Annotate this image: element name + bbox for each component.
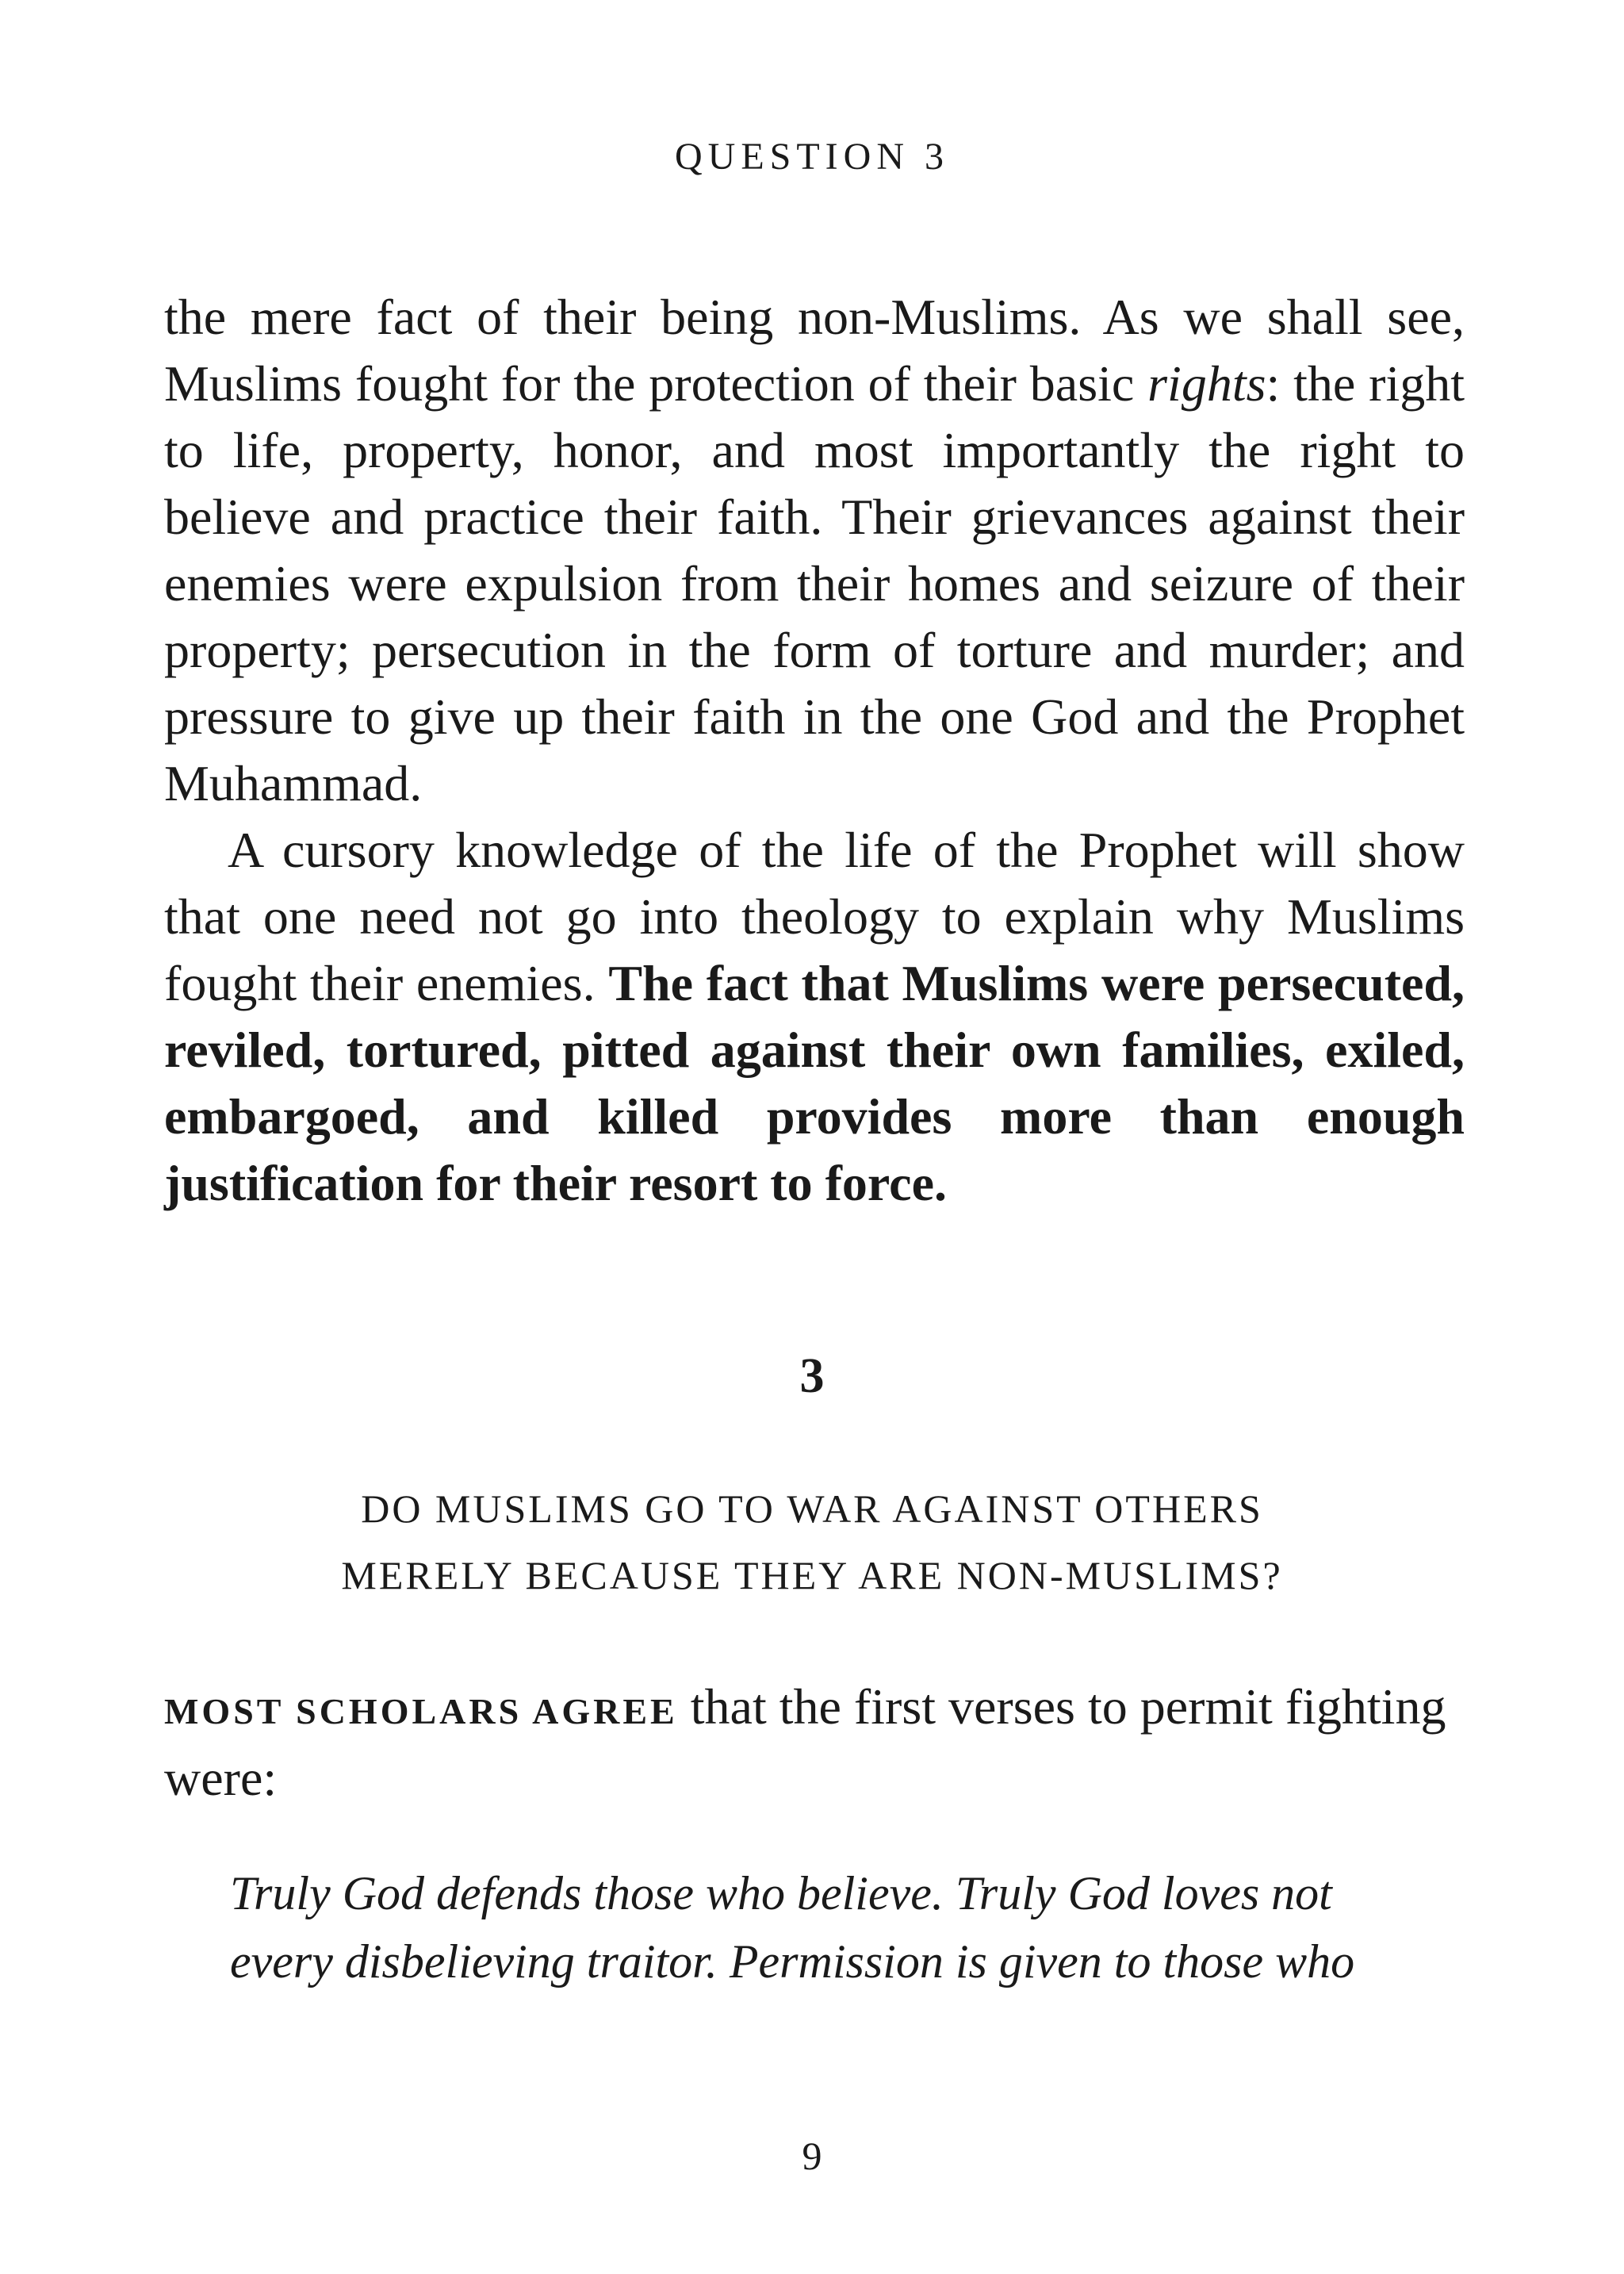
- paragraph-2-text: A cursory knowledge of the life of the Prophet will show that one need not go into theology to explain why Muslims fought their enemies.: [164, 822, 1465, 1011]
- paragraph-3-text: that the first verses to permit fighting were:: [164, 1678, 1446, 1806]
- section-title: [0, 1475, 1624, 1609]
- paragraph-1-italic: rights: [1147, 355, 1266, 412]
- paragraph-1-text-continued: : the right to life, property, honor, and most importantly the right to believe and practice their faith. Their grievances against their enemies were expulsion from their homes and seizure of their property; persecution in the form of torture and murder; and pressure to give up their faith in the one God and the Prophet Muhammad.: [164, 355, 1465, 811]
- section-title-line-2: MERELY BECAUSE THEY ARE NON-MUSLIMS?: [341, 1553, 1283, 1597]
- quote-line-2: every disbelieving traitor. Permission is given to those who: [230, 1935, 1355, 1988]
- paragraph-1-text: the mere fact of their being non-Muslims. As we shall see, Muslims fought for the protection of their basic: [164, 289, 1465, 412]
- quran-quote: [230, 1859, 1404, 1996]
- quote-line-1: Truly God defends those who believe. Truly God loves not: [230, 1867, 1332, 1919]
- section-title-line-1: DO MUSLIMS GO TO WAR AGAINST OTHERS: [361, 1486, 1263, 1531]
- body-paragraph-2: [164, 817, 1465, 1217]
- paragraph-2-bold-text: The fact that Muslims were persecuted, reviled, tortured, pitted against their own families, exiled, embargoed, and killed provides more than enough justification for their resort to force.: [164, 955, 1465, 1211]
- lead-in-small-caps: MOST SCHOLARS AGREE: [164, 1691, 678, 1731]
- section-number: 3: [799, 1349, 825, 1403]
- body-paragraph-1: [164, 284, 1465, 817]
- body-paragraph-3: [164, 1674, 1465, 1812]
- page-number: 9: [802, 2134, 822, 2178]
- running-head: QUESTION 3: [675, 136, 949, 178]
